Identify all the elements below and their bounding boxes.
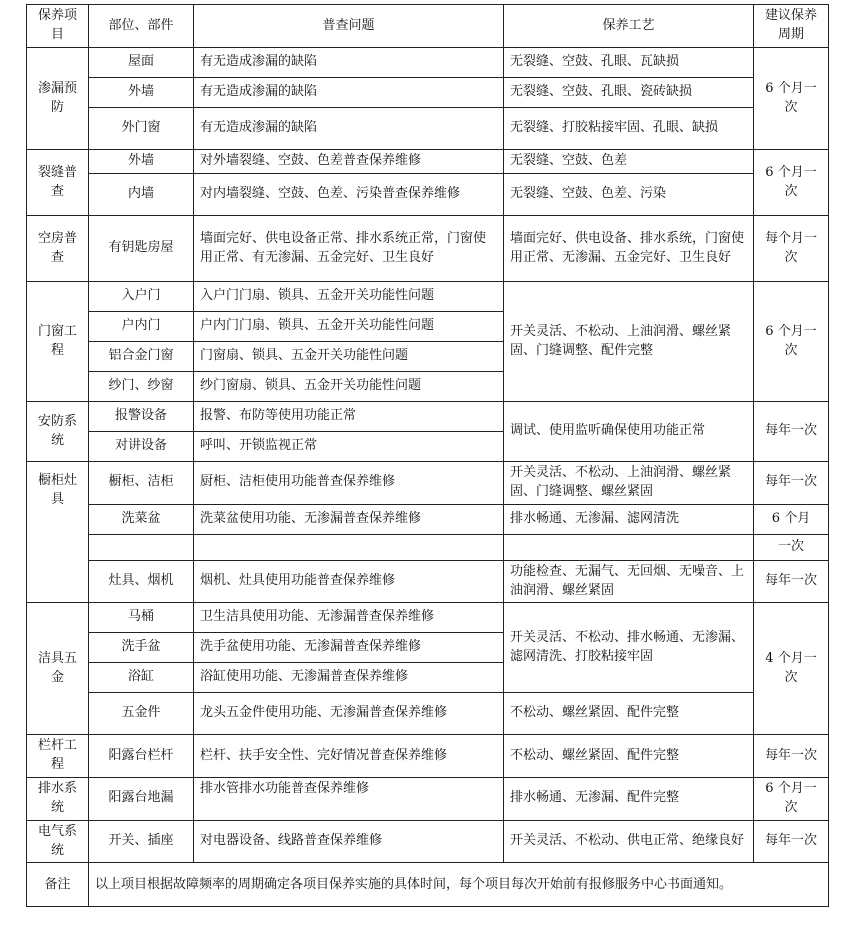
table-row [27,402,829,432]
table-row [27,462,829,505]
table-row [27,560,829,603]
craft-cell: 功能检查、无漏气、无回烟、无噪音、上油润滑、螺丝紧固 [504,560,754,603]
part-cell: 入户门 [89,282,194,312]
header-craft: 保养工艺 [504,5,754,48]
issue-cell: 对内墙裂缝、空鼓、色差、污染普查保养维修 [194,174,504,216]
craft-cell: 排水畅通、无渗漏、配件完整 [504,778,754,821]
category-cell: 渗漏预防 [27,48,89,150]
part-cell: 五金件 [89,693,194,735]
header-period: 建议保养周期 [754,5,829,48]
category-cell: 门窗工程 [27,282,89,402]
category-cell: 电气系统 [27,820,89,863]
table-row [27,48,829,78]
craft-cell: 无裂缝、空鼓、色差 [504,150,754,174]
part-cell: 外墙 [89,78,194,108]
period-cell: 6 个月一次 [754,778,829,821]
header-issue: 普查问题 [194,5,504,48]
table-row [27,735,829,778]
category-cell: 空房普查 [27,216,89,282]
period-cell: 每年一次 [754,735,829,778]
issue-cell: 有无造成渗漏的缺陷 [194,48,504,78]
craft-cell: 开关灵活、不松动、上油润滑、螺丝紧固、门缝调整、螺丝紧固 [504,462,754,505]
table-row [27,150,829,174]
period-cell: 每年一次 [754,820,829,863]
category-cell: 栏杆工程 [27,735,89,778]
issue-cell: 厨柜、洁柜使用功能普查保养维修 [194,462,504,505]
part-cell: 灶具、烟机 [89,560,194,603]
table-row [27,693,829,735]
issue-cell: 对外墙裂缝、空鼓、色差普查保养维修 [194,150,504,174]
part-cell: 洗菜盆 [89,504,194,534]
header-category: 保养项目 [27,5,89,48]
period-cell: 一次 [754,534,829,560]
craft-cell: 开关灵活、不松动、上油润滑、螺丝紧固、门缝调整、配件完整 [504,282,754,402]
category-cell: 裂缝普查 [27,150,89,216]
part-cell: 有钥匙房屋 [89,216,194,282]
part-cell: 阳露台栏杆 [89,735,194,778]
part-cell: 阳露台地漏 [89,778,194,821]
part-cell: 外门窗 [89,108,194,150]
remark-row [27,863,829,907]
period-cell: 6 个月 [754,504,829,534]
craft-cell: 无裂缝、空鼓、孔眼、瓦缺损 [504,48,754,78]
craft-cell: 调试、使用监听确保使用功能正常 [504,402,754,462]
craft-cell: 无裂缝、打胶粘接牢固、孔眼、缺损 [504,108,754,150]
part-cell: 外墙 [89,150,194,174]
issue-cell: 栏杆、扶手安全性、完好情况普查保养维修 [194,735,504,778]
part-cell: 屋面 [89,48,194,78]
category-cell: 排水系统 [27,778,89,821]
part-cell: 洗手盆 [89,633,194,663]
part-cell [89,534,194,560]
remark-text: 以上项目根据故障频率的周期确定各项目保养实施的具体时间，每个项目每次开始前有报修服务中心书面通知。 [89,863,829,907]
part-cell: 纱门、纱窗 [89,372,194,402]
period-cell: 每年一次 [754,560,829,603]
maintenance-schedule-table [26,4,829,907]
issue-cell: 墙面完好、供电设备正常、排水系统正常，门窗使用正常、有无渗漏、五金完好、卫生良好 [194,216,504,282]
issue-cell [194,534,504,560]
period-cell: 6 个月一次 [754,48,829,150]
category-cell: 橱柜灶具 [27,462,89,603]
issue-cell: 纱门窗扇、锁具、五金开关功能性问题 [194,372,504,402]
issue-cell: 龙头五金件使用功能、无渗漏普查保养维修 [194,693,504,735]
issue-cell: 卫生洁具使用功能、无渗漏普查保养维修 [194,603,504,633]
craft-cell: 不松动、螺丝紧固、配件完整 [504,735,754,778]
table-header-row [27,5,829,48]
craft-cell: 无裂缝、空鼓、色差、污染 [504,174,754,216]
category-cell: 安防系统 [27,402,89,462]
table-row [27,820,829,863]
table-row [27,282,829,312]
table-row [27,603,829,633]
part-cell: 报警设备 [89,402,194,432]
table-row [27,534,829,560]
craft-cell: 不松动、螺丝紧固、配件完整 [504,693,754,735]
craft-cell: 开关灵活、不松动、供电正常、绝缘良好 [504,820,754,863]
table-row [27,108,829,150]
remark-label: 备注 [27,863,89,907]
craft-cell: 墙面完好、供电设备、排水系统，门窗使用正常、无渗漏、五金完好、卫生良好 [504,216,754,282]
table-row [27,174,829,216]
part-cell: 橱柜、洁柜 [89,462,194,505]
period-cell: 每个月一次 [754,216,829,282]
part-cell: 马桶 [89,603,194,633]
issue-cell: 报警、布防等使用功能正常 [194,402,504,432]
issue-cell: 有无造成渗漏的缺陷 [194,78,504,108]
table-row [27,504,829,534]
part-cell: 开关、插座 [89,820,194,863]
part-cell: 户内门 [89,312,194,342]
craft-cell: 无裂缝、空鼓、孔眼、瓷砖缺损 [504,78,754,108]
craft-cell [504,534,754,560]
header-part: 部位、部件 [89,5,194,48]
issue-cell: 门窗扇、锁具、五金开关功能性问题 [194,342,504,372]
period-cell: 每年一次 [754,402,829,462]
period-cell: 6 个月一次 [754,282,829,402]
period-cell: 4 个月一次 [754,603,829,735]
issue-cell: 排水管排水功能普查保养维修 [194,778,504,821]
issue-cell: 浴缸使用功能、无渗漏普查保养维修 [194,663,504,693]
issue-cell: 呼叫、开锁监视正常 [194,432,504,462]
part-cell: 对讲设备 [89,432,194,462]
period-cell: 6 个月一次 [754,150,829,216]
part-cell: 铝合金门窗 [89,342,194,372]
craft-cell: 排水畅通、无渗漏、滤网清洗 [504,504,754,534]
issue-cell: 烟机、灶具使用功能普查保养维修 [194,560,504,603]
part-cell: 内墙 [89,174,194,216]
issue-cell: 对电器设备、线路普查保养维修 [194,820,504,863]
table-row [27,216,829,282]
issue-cell: 户内门门扇、锁具、五金开关功能性问题 [194,312,504,342]
issue-cell: 入户门门扇、锁具、五金开关功能性问题 [194,282,504,312]
period-cell: 每年一次 [754,462,829,505]
category-cell: 洁具五金 [27,603,89,735]
craft-cell: 开关灵活、不松动、排水畅通、无渗漏、滤网清洗、打胶粘接牢固 [504,603,754,693]
issue-cell: 洗菜盆使用功能、无渗漏普查保养维修 [194,504,504,534]
table-row [27,778,829,821]
part-cell: 浴缸 [89,663,194,693]
issue-cell: 有无造成渗漏的缺陷 [194,108,504,150]
issue-cell: 洗手盆使用功能、无渗漏普查保养维修 [194,633,504,663]
table-row [27,78,829,108]
